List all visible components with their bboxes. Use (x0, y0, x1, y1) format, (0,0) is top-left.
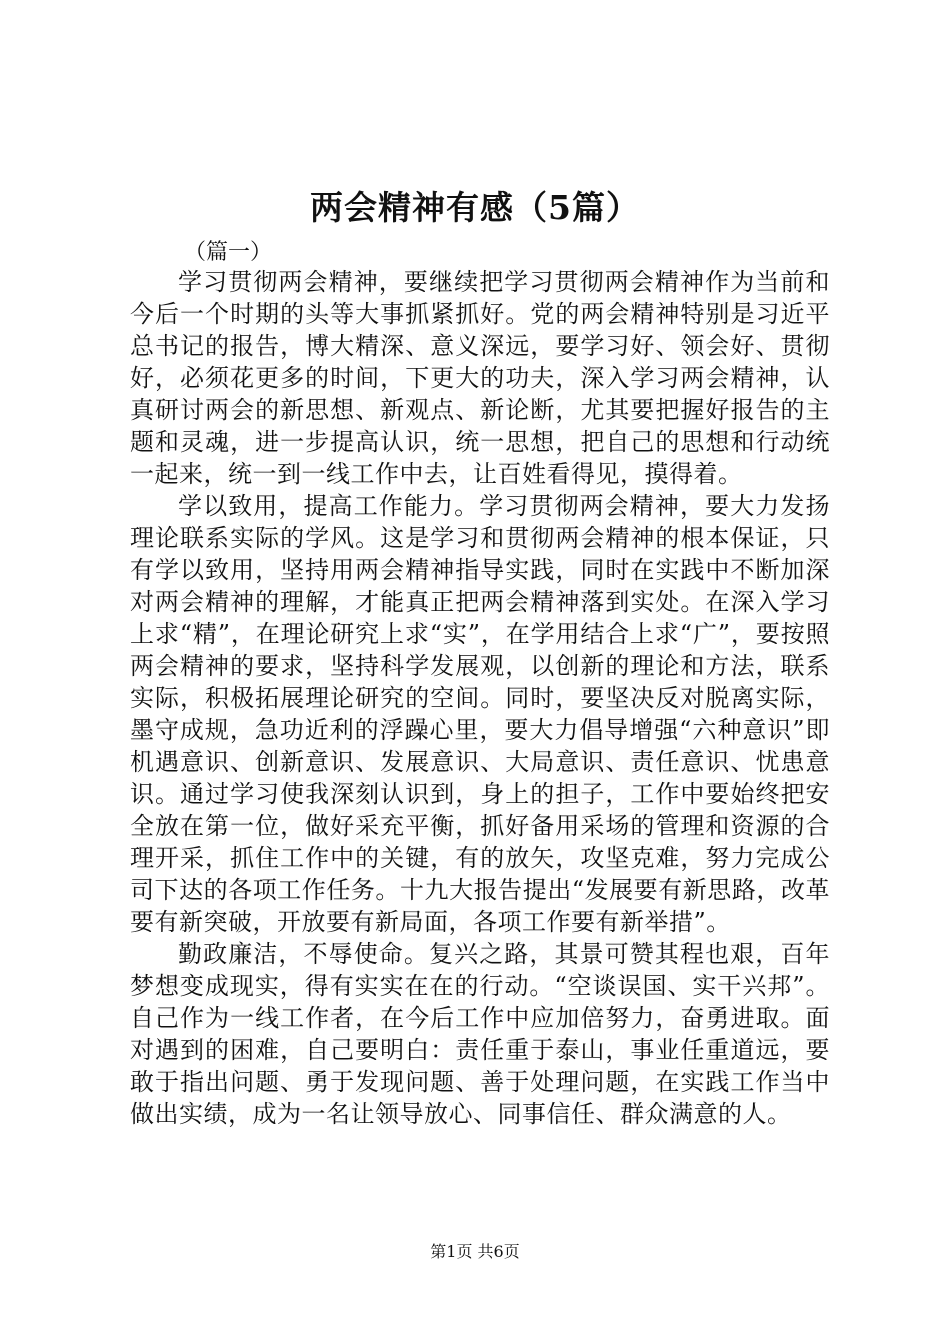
page-footer: 第1页 共6页 (430, 1242, 520, 1261)
paragraph-3: 勤政廉洁，不辱使命。复兴之路，其景可赞其程也艰，百年梦想变成现实，得有实实在在的行动。“空谈误国、实干兴邦”。自己作为一线工作者，在今后工作中应加倍努力，奋勇进取。面对遇到的困难，自己要明白：责任重于泰山，事业任重道远，要敢于指出问题、勇于发现问题、善于处理问题，在实践工作当中做出实绩，成为一名让领导放心、同事信任、群众满意的人。 (130, 940, 830, 1128)
paragraph-2: 学以致用，提高工作能力。学习贯彻两会精神，要大力发扬理论联系实际的学风。这是学习和贯彻两会精神的根本保证，只有学以致用，坚持用两会精神指导实践，同时在实践中不断加深对两会精神的理解，才能真正把两会精神落到实处。在深入学习上求“精”，在理论研究上求“实”，在学用结合上求“广”，要按照两会精神的要求，坚持科学发展观，以创新的理论和方法，联系实际，积极拓展理论研究的空间。同时，要坚决反对脱离实际，墨守成规，急功近利的浮躁心里，要大力倡导增强“六种意识”即机遇意识、创新意识、发展意识、大局意识、责任意识、忧患意识。通过学习使我深刻认识到，身上的担子，工作中要始终把安全放在第一位，做好采充平衡，抓好备用采场的管理和资源的合理开采，抓住工作中的关键，有的放矢，攻坚克难，努力完成公司下达的各项工作任务。十九大报告提出“发展要有新思路，改革要有新突破，开放要有新局面，各项工作要有新举措”。 (130, 492, 830, 936)
section-label: （篇一） (184, 240, 273, 265)
paragraph-1: 学习贯彻两会精神，要继续把学习贯彻两会精神作为当前和今后一个时期的头等大事抓紧抓好。党的两会精神特别是习近平总书记的报告，博大精深、意义深远，要学习好、领会好、贯彻好，必须花更多的时间，下更大的功夫，深入学习两会精神，认真研讨两会的新思想、新观点、新论断，尤其要把握好报告的主题和灵魂，进一步提高认识，统一思想，把自己的思想和行动统一起来，统一到一线工作中去，让百姓看得见，摸得着。 (130, 268, 830, 488)
document-title: 两会精神有感（5篇） (310, 188, 640, 227)
document-body (130, 266, 830, 1130)
